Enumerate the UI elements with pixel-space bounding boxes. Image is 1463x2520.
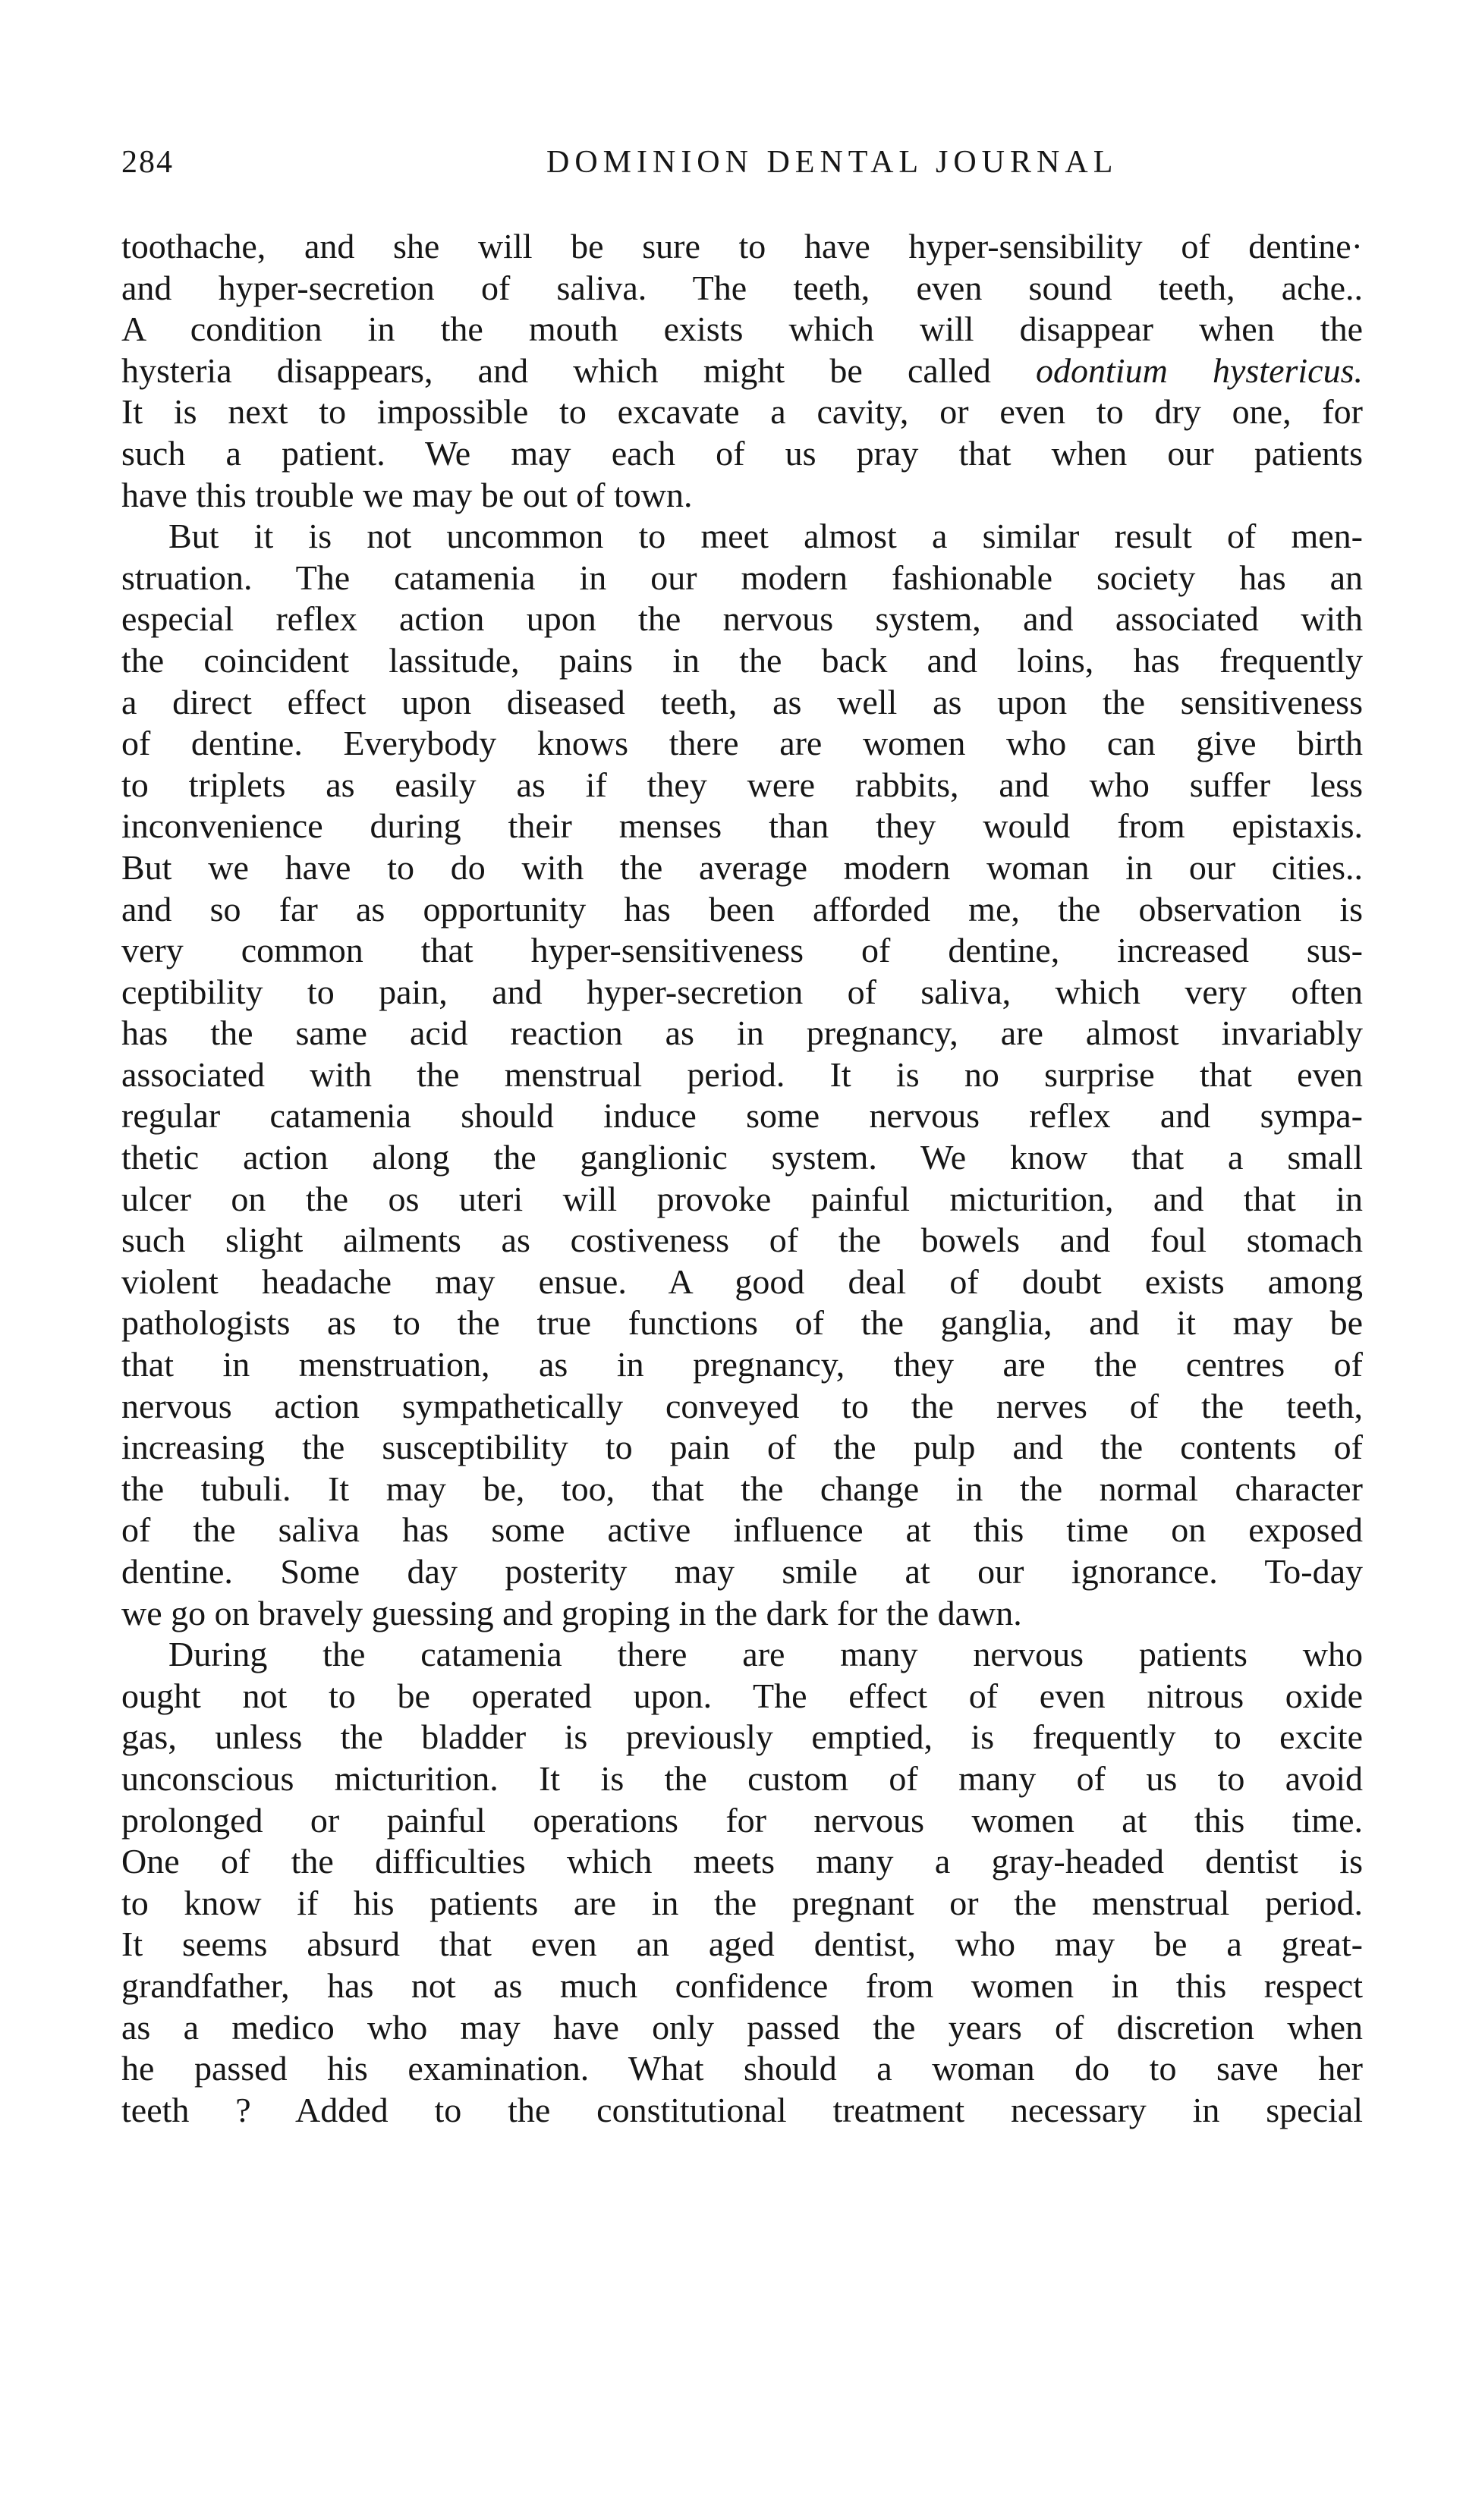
text-fragment: hysteria disappears, and which might be called bbox=[121, 350, 1037, 390]
text-line: a direct effect upon diseased teeth, as well as upon the sensitiveness bbox=[121, 682, 1363, 721]
text-line: But it is not uncommon to meet almost a similar result of men- bbox=[168, 517, 1363, 556]
text-line: that in menstruation, as in pregnancy, they are the centres of bbox=[121, 1345, 1363, 1384]
text-line: unconscious micturition. It is the custom of many of us to avoid bbox=[121, 1758, 1363, 1798]
text-line: ceptibility to pain, and hyper-secretion of saliva, which very often bbox=[121, 972, 1363, 1011]
text-line: During the catamenia there are many nervous patients who bbox=[168, 1635, 1363, 1674]
running-header bbox=[121, 144, 1351, 190]
text-line: associated with the menstrual period. It is no surprise that even bbox=[121, 1054, 1363, 1094]
text-line: gas, unless the bladder is previously emptied, is frequently to excite bbox=[121, 1717, 1363, 1757]
text-line: such a patient. We may each of us pray that when our patients bbox=[121, 433, 1363, 473]
text-line: as a medico who may have only passed the years of discretion when bbox=[121, 2007, 1363, 2047]
text-line: has the same acid reaction as in pregnancy, are almost invariably bbox=[121, 1013, 1363, 1053]
text-line: teeth ? Added to the constitutional treatment necessary in special bbox=[121, 2090, 1363, 2129]
text-line: A condition in the mouth exists which will disappear when the bbox=[121, 310, 1363, 349]
text-line: grandfather, has not as much confidence from women in this respect bbox=[121, 1965, 1363, 2005]
text-line: ought not to be operated upon. The effect of even nitrous oxide bbox=[121, 1676, 1363, 1715]
text-line: nervous action sympathetically conveyed to the nerves of the teeth, bbox=[121, 1386, 1363, 1425]
text-line: violent headache may ensue. A good deal of doubt exists among bbox=[121, 1262, 1363, 1301]
text-line: thetic action along the ganglionic system. We know that a small bbox=[121, 1138, 1363, 1177]
text-line: regular catamenia should induce some nervous reflex and sympa- bbox=[121, 1096, 1363, 1136]
text-line: dentine. Some day posterity may smile at our ignorance. To-day bbox=[121, 1552, 1363, 1591]
text-line: to know if his patients are in the pregnant or the menstrual period. bbox=[121, 1883, 1363, 1922]
text-line: of the saliva has some active influence at this time on exposed bbox=[121, 1510, 1363, 1550]
text-line: One of the difficulties which meets many a gray-headed dentist is bbox=[121, 1842, 1363, 1881]
text-line-with-term bbox=[121, 350, 1363, 392]
text-line: It is next to impossible to excavate a cavity, or even to dry one, for bbox=[121, 392, 1363, 432]
text-line: he passed his examination. What should a woman do to save her bbox=[121, 2049, 1363, 2088]
text-line: and hyper-secretion of saliva. The teeth, even sound teeth, ache.. bbox=[121, 268, 1363, 307]
text-line: pathologists as to the true functions of the ganglia, and it may be bbox=[121, 1303, 1363, 1343]
text-line: such slight ailments as costiveness of the bowels and foul stomach bbox=[121, 1221, 1363, 1260]
text-line: especial reflex action upon the nervous system, and associated with bbox=[121, 599, 1363, 639]
text-line: of dentine. Everybody knows there are women who can give birth bbox=[121, 724, 1363, 763]
text-line: increasing the susceptibility to pain of the pulp and the contents of bbox=[121, 1428, 1363, 1467]
journal-title: DOMINION DENTAL JOURNAL bbox=[546, 145, 1118, 180]
text-line: we go on bravely guessing and groping in the dark for the dawn. bbox=[121, 1593, 1022, 1632]
italic-term: odontium hystericus. bbox=[1036, 350, 1364, 390]
text-line: toothache, and she will be sure to have hyper-sensibility of dentine· bbox=[121, 227, 1363, 266]
text-line: to triplets as easily as if they were rabbits, and who suffer less bbox=[121, 765, 1363, 804]
text-line: ulcer on the os uteri will provoke painful micturition, and that in bbox=[121, 1179, 1363, 1218]
text-line: very common that hyper-sensitiveness of dentine, increased sus- bbox=[121, 931, 1363, 970]
text-line: the coincident lassitude, pains in the back and loins, has frequently bbox=[121, 640, 1363, 680]
page-number: 284 bbox=[121, 145, 174, 180]
text-line: inconvenience during their menses than they would from epistaxis. bbox=[121, 806, 1363, 846]
text-line: the tubuli. It may be, too, that the change in the normal character bbox=[121, 1469, 1363, 1508]
text-line: prolonged or painful operations for nervous women at this time. bbox=[121, 1800, 1363, 1840]
text-line: struation. The catamenia in our modern fashionable society has an bbox=[121, 558, 1363, 597]
text-line: It seems absurd that even an aged dentist, who may be a great- bbox=[121, 1925, 1363, 1964]
body-text bbox=[121, 226, 1363, 2131]
text-line: and so far as opportunity has been afforded me, the observation is bbox=[121, 889, 1363, 929]
text-line: But we have to do with the average modern woman in our cities.. bbox=[121, 847, 1363, 887]
text-line: have this trouble we may be out of town. bbox=[121, 475, 693, 514]
